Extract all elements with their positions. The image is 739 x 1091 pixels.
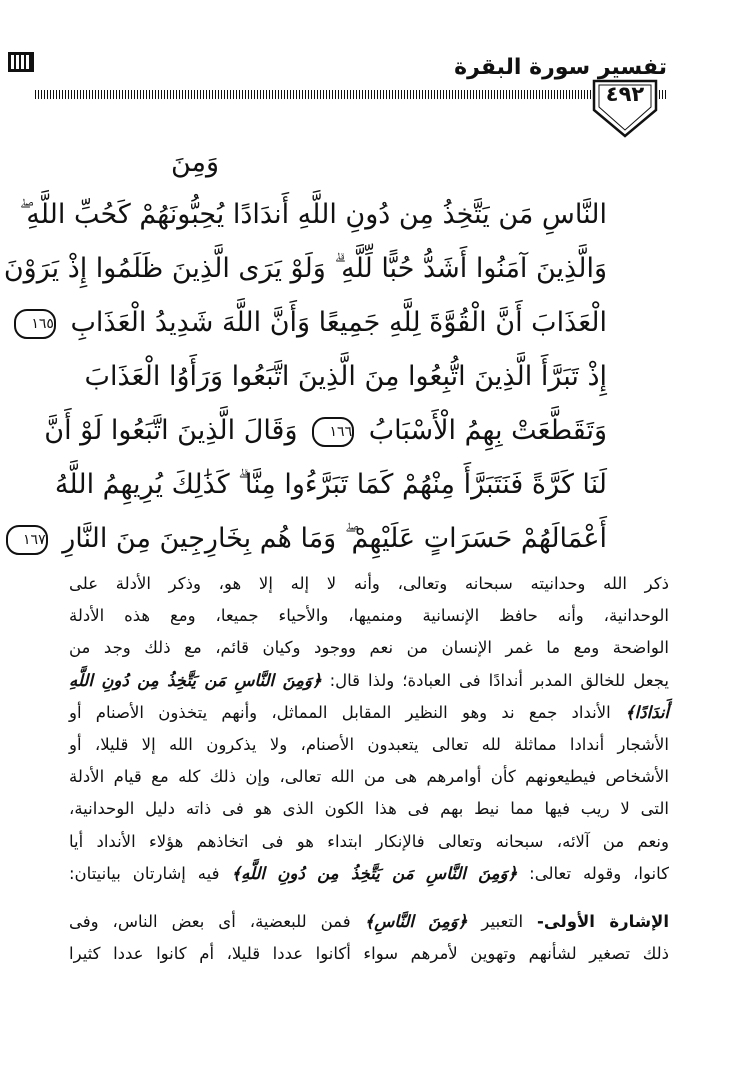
ayah-number-marker: ١٦٧	[6, 525, 48, 555]
text-line	[69, 906, 669, 938]
text-line	[69, 697, 669, 729]
page-number: ٤٩٢	[605, 82, 645, 106]
page-header	[43, 44, 667, 114]
text-segment: يجعل للخالق المدبر أندادًا فى العبادة؛ ولذا قال:	[329, 670, 669, 690]
section-heading: الإشارة الأولى-	[537, 912, 669, 932]
verse-text: وَقَالَ الَّذِينَ اتَّبَعُوا لَوْ أَنَّ	[44, 415, 298, 446]
quran-quote: أَندَادًا﴾	[624, 702, 669, 722]
ayah-number-marker: ١٦٥	[14, 309, 56, 339]
text-line: الأشخاص فيطيعونهم كأن أوامرهم هى من الله تعالى، وإن ذلك كله مع قيام الأدلة	[69, 767, 669, 787]
text-line: الواضحة ومع ما غمر الإنسان من نعم ووجود وكيان قائم، مع ذلك وجد من	[69, 638, 669, 658]
verse-line: إِذْ تَبَرَّأَ الَّذِينَ اتُّبِعُوا مِنَ الَّذِينَ اتَّبَعُوا وَرَأَوُا الْعَذَابَ	[84, 361, 607, 392]
verse-text: الْعَذَابَ أَنَّ الْقُوَّةَ لِلَّهِ جَمِيعًا وَأَنَّ اللَّهَ شَدِيدُ الْعَذَابِ	[70, 307, 607, 338]
verse-line	[44, 404, 607, 458]
verse-line	[31, 296, 607, 350]
text-line: ونعم من آلائه، سبحانه وتعالى فالإنكار ابتداء هو فى اتخاذهم هؤلاء الأنداد أيا	[69, 831, 669, 851]
quran-quote: ﴿وَمِنَ النَّاسِ﴾	[364, 912, 468, 932]
quran-quote: ﴿وَمِنَ النَّاسِ مَن يَتَّخِذُ مِن دُونِ اللَّهِ﴾	[231, 863, 518, 883]
text-line	[69, 665, 669, 697]
header-rule	[35, 90, 667, 99]
text-line: ذلك تصغير لشأنهم وتهوين لأمرهم سواء أكانوا عددا قليلا، أم كانوا عددا كثيرا	[69, 944, 669, 964]
ayah-number-marker: ١٦٦	[312, 417, 354, 447]
text-line: التى لا ريب فيها مما نيط بهم فى هذا الكون الذى هو فى ذاته دليل الوحدانية،	[69, 799, 669, 819]
verse-text: أَعْمَالَهُمْ حَسَرَاتٍ عَلَيْهِمْ ۖ وَمَا هُم بِخَارِجِينَ مِنَ النَّارِ	[62, 523, 607, 554]
quran-quote: ﴿وَمِنَ النَّاسِ مَن يَتَّخِذُ مِن دُونِ اللَّهِ	[69, 670, 322, 690]
text-line: الأشجار أندادا مماثلة لله تعالى يتعبدون الأصنام، ولا يذكرون الله إلا قليلا، أو	[69, 735, 669, 755]
text-segment: التعبير	[481, 912, 524, 932]
text-segment: فمن للبعضية، أى بعض الناس، وفى	[69, 912, 351, 932]
text-segment: الأنداد جمع ند وهو النظير المقابل المماثل، وأنهم يتخذون الأصنام أو	[69, 702, 611, 722]
text-line	[69, 858, 669, 890]
ornament-icon	[7, 51, 35, 73]
text-segment: فيه إشارتان بيانيتان:	[69, 863, 220, 883]
text-segment: كانوا، وقوله تعالى:	[529, 863, 670, 883]
verse-line: وَالَّذِينَ آمَنُوا أَشَدُّ حُبًّا لِّلَّهِ ۗ وَلَوْ يَرَى الَّذِينَ ظَلَمُوا إِذْ يَرَوْنَ	[3, 253, 607, 284]
verse-line	[23, 512, 607, 566]
commentary-text	[69, 568, 669, 970]
verse-line: لَنَا كَرَّةً فَنَتَبَرَّأَ مِنْهُمْ كَمَا تَبَرَّءُوا مِنَّا ۗ كَذَٰلِكَ يُرِيهِمُ اللَّهُ	[54, 469, 607, 500]
verse-line: النَّاسِ مَن يَتَّخِذُ مِن دُونِ اللَّهِ أَندَادًا يُحِبُّونَهُمْ كَحُبِّ اللَّهِ ۖ	[19, 199, 607, 230]
quran-verse-block	[3, 138, 607, 566]
text-line: ذكر الله وحدانيته سبحانه وتعالى، وأنه لا إله إلا هو، وذكر الأدلة على	[69, 574, 669, 593]
running-title: تفسير سورة البقرة	[454, 55, 667, 80]
verse-opening-word: وَمِنَ	[171, 147, 220, 178]
text-line: الوحدانية، وأنه حافظ الإنسانية ومنميها، والأحياء جميعا، ومع هذه الأدلة	[69, 606, 669, 626]
verse-text: وَتَقَطَّعَتْ بِهِمُ الْأَسْبَابُ	[368, 415, 607, 446]
